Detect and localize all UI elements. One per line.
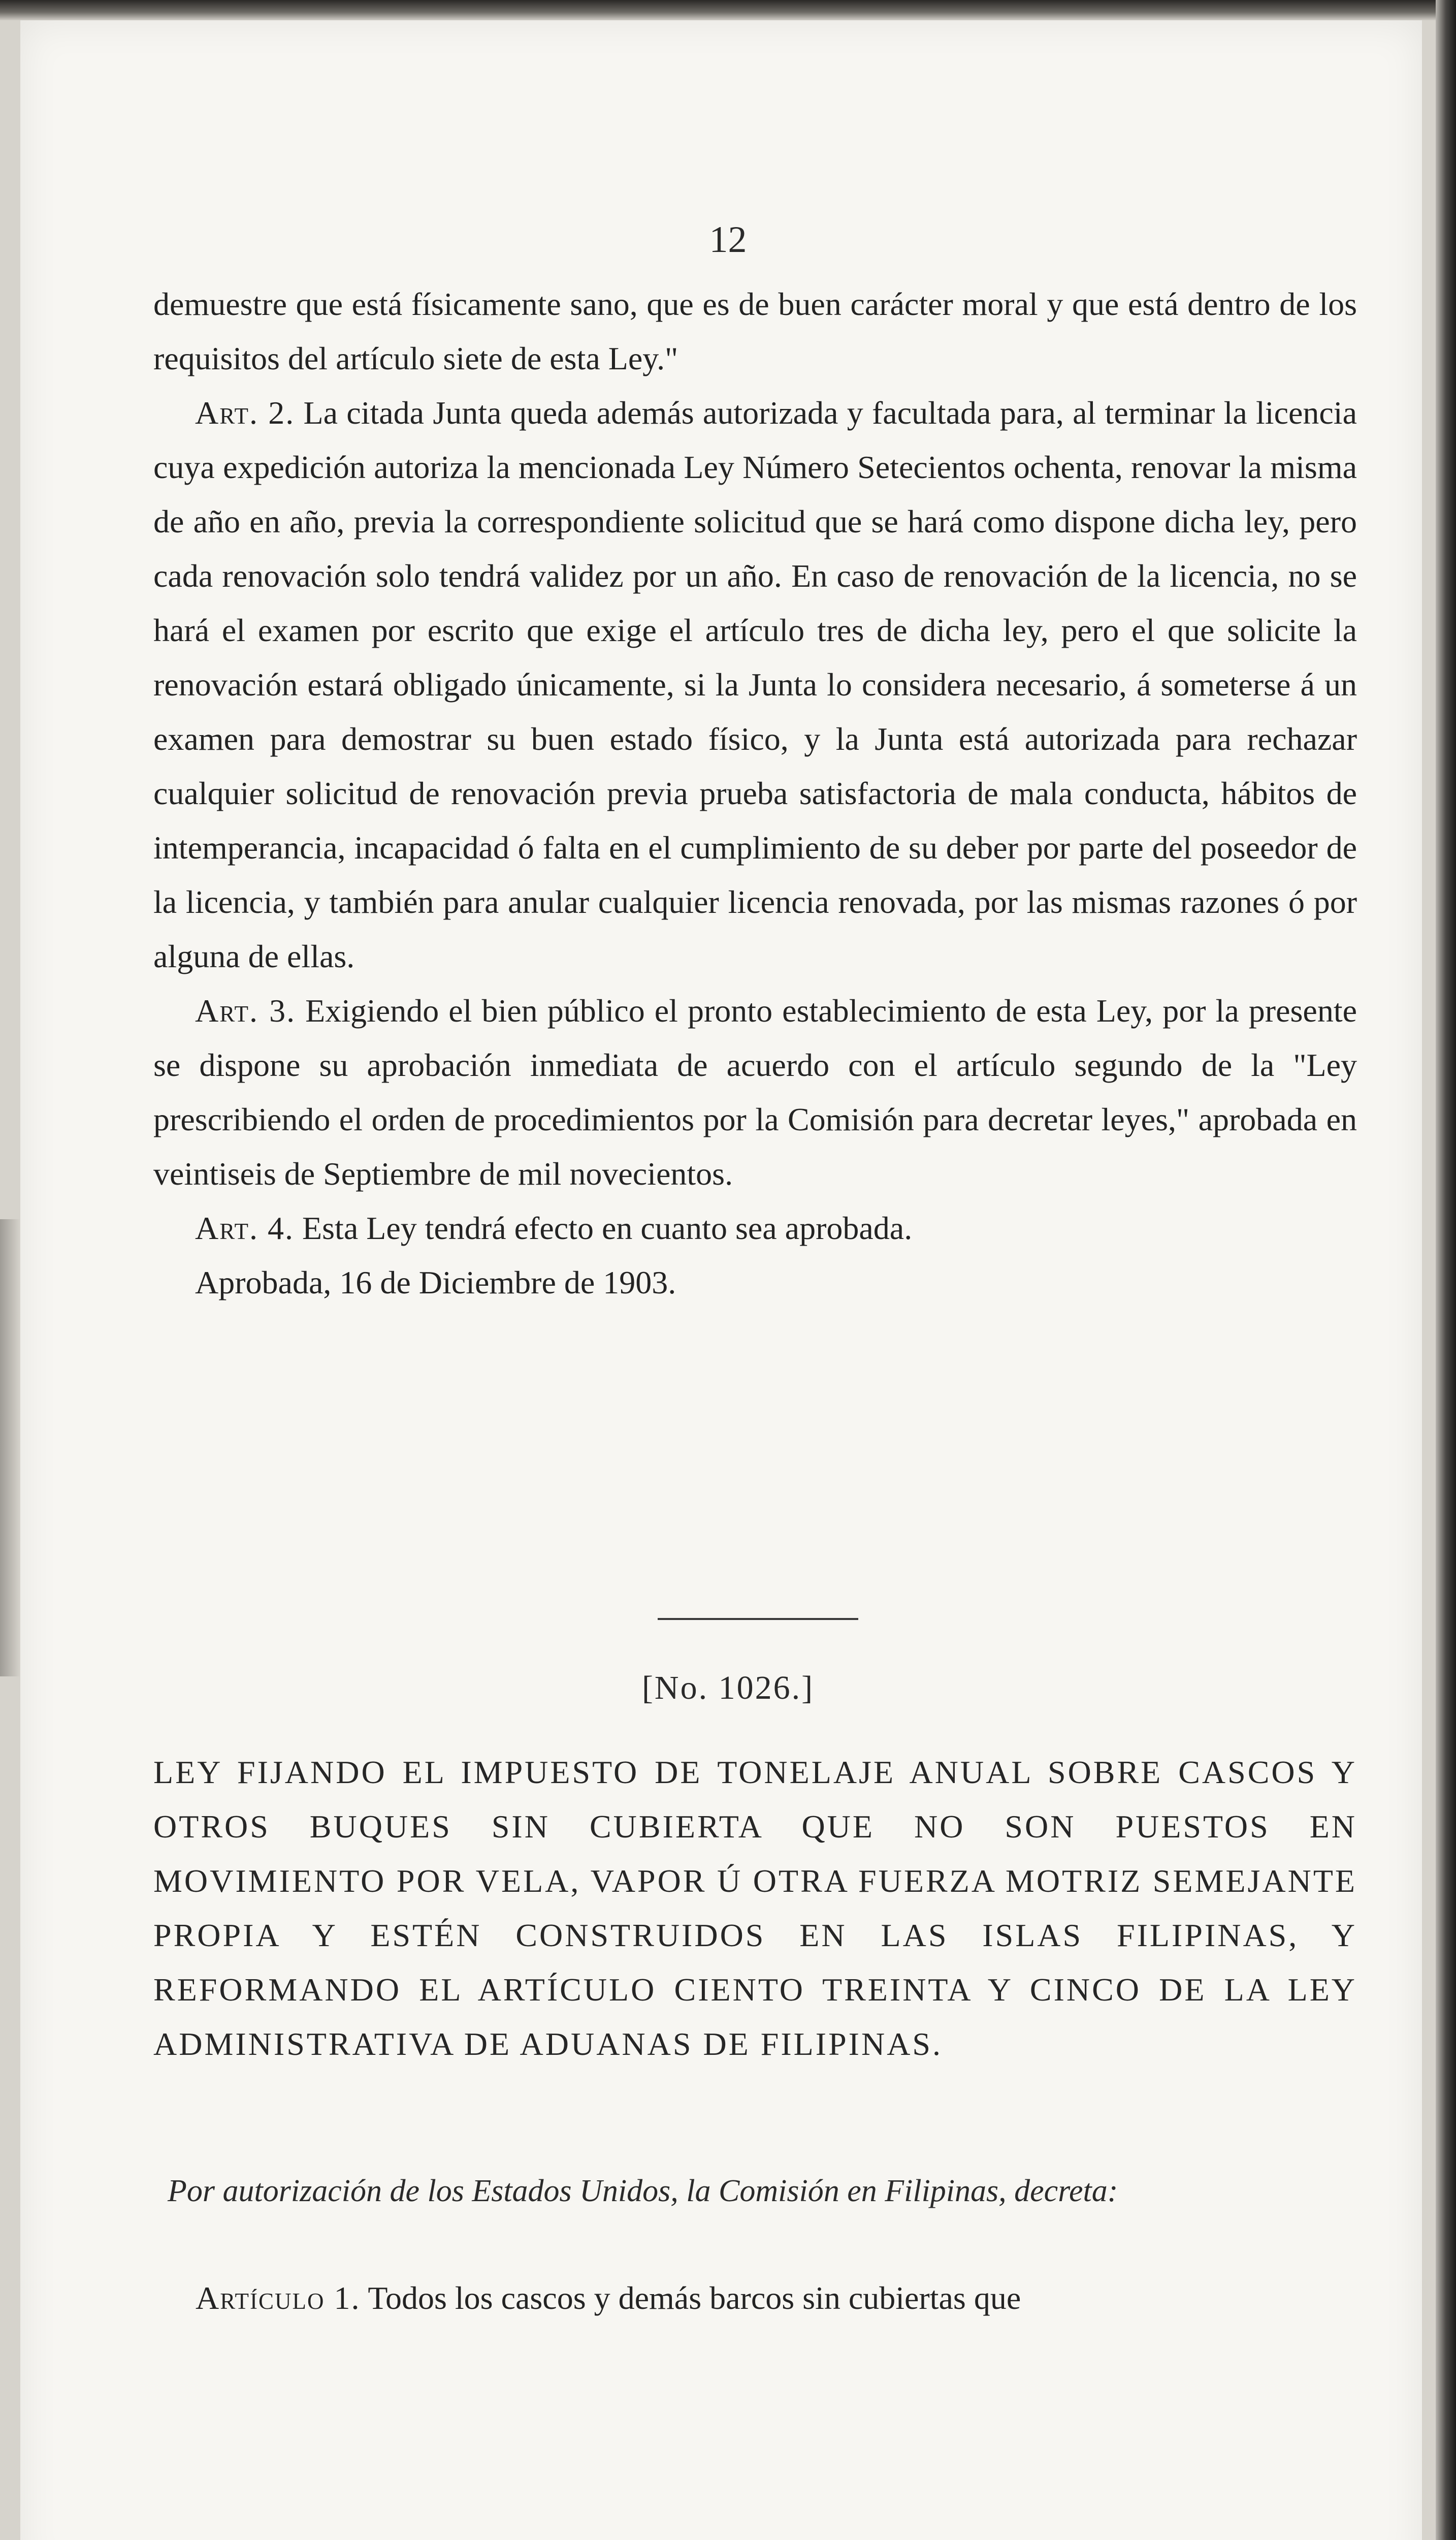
article-3-paragraph [153,983,1357,1201]
scan-border-right [1436,0,1456,2540]
article-1-label: Artículo 1. [196,2280,361,2316]
scan-border-top [0,0,1456,20]
scan-shadow-left [0,1219,20,1676]
article-2-label: Art. 2. [195,395,295,431]
enacting-clause: Por autorización de los Estados Unidos, la Comisión en Filipinas, decreta: [168,2174,1118,2208]
continuation-paragraph: demuestre que está físicamente sano, que es de buen carácter moral y que está dentro de los requisitos del artículo siete de esta Ley." [153,286,1357,376]
article-3-label: Art. 3. [195,993,296,1029]
page-number: 12 [709,219,747,261]
article-4-text: Esta Ley tendrá efecto en cuanto sea aprobada. [302,1210,913,1246]
law-title: LEY FIJANDO EL IMPUESTO DE TONELAJE ANUAL SOBRE CASCOS Y OTROS BUQUES SIN CUBIERTA QUE NO SON PUESTOS EN MOVIMIENTO POR VELA, VAPOR Ú OTRA FUERZA MOTRIZ SEMEJANTE PROPIA Y ESTÉN CONSTRUIDOS EN LAS ISLAS FILIPINAS, Y REFORMANDO EL ARTÍCULO CIENTO TREINTA Y CINCO DE LA LEY ADMINISTRATIVA DE ADUANAS DE FILIPINAS. [153,1754,1357,2062]
approval-date: Aprobada, 16 de Diciembre de 1903. [195,1264,676,1300]
article-3-text: Exigiendo el bien público el pronto establecimiento de esta Ley, por la presente se dispone su aprobación inmediata de acuerdo con el artículo segundo de la "Ley prescribiendo el orden de procedimientos por la Comisión para decretar leyes," aprobada en veintiseis de Septiembre de mil novecientos. [153,993,1357,1192]
article-1-text: Todos los cascos y demás barcos sin cubiertas que [368,2280,1021,2316]
document-number: [No. 1026.] [641,1669,815,1706]
section-divider [658,1618,858,1620]
body-text [153,277,1357,1310]
article-2-paragraph [153,386,1357,983]
article-2-text: La citada Junta queda además autorizada y facultada para, al terminar la licencia cuya expedición autoriza la mencionada Ley Número Setecientos ochenta, renovar la misma de año en año, previa la correspondiente solicitud que se hará como dispone dicha ley, pero cada renovación solo tendrá validez por un año. En caso de renovación de la licencia, no se hará el examen por escrito que exige el artículo tres de dicha ley, pero el que solicite la renovación estará obligado únicamente, si la Junta lo considera necesario, á someterse á un examen para demostrar su buen estado físico, y la Junta está autorizada para rechazar cualquier solicitud de renovación previa prueba satisfactoria de mala conducta, hábitos de intemperancia, incapacidad ó falta en el cumplimiento de su deber por parte del poseedor de la licencia, y también para anular cualquier licencia renovada, por las mismas razones ó por alguna de ellas. [153,395,1357,974]
article-4-paragraph [153,1201,1357,1255]
article-4-label: Art. 4. [195,1210,295,1246]
article-1-paragraph [196,2271,1356,2325]
